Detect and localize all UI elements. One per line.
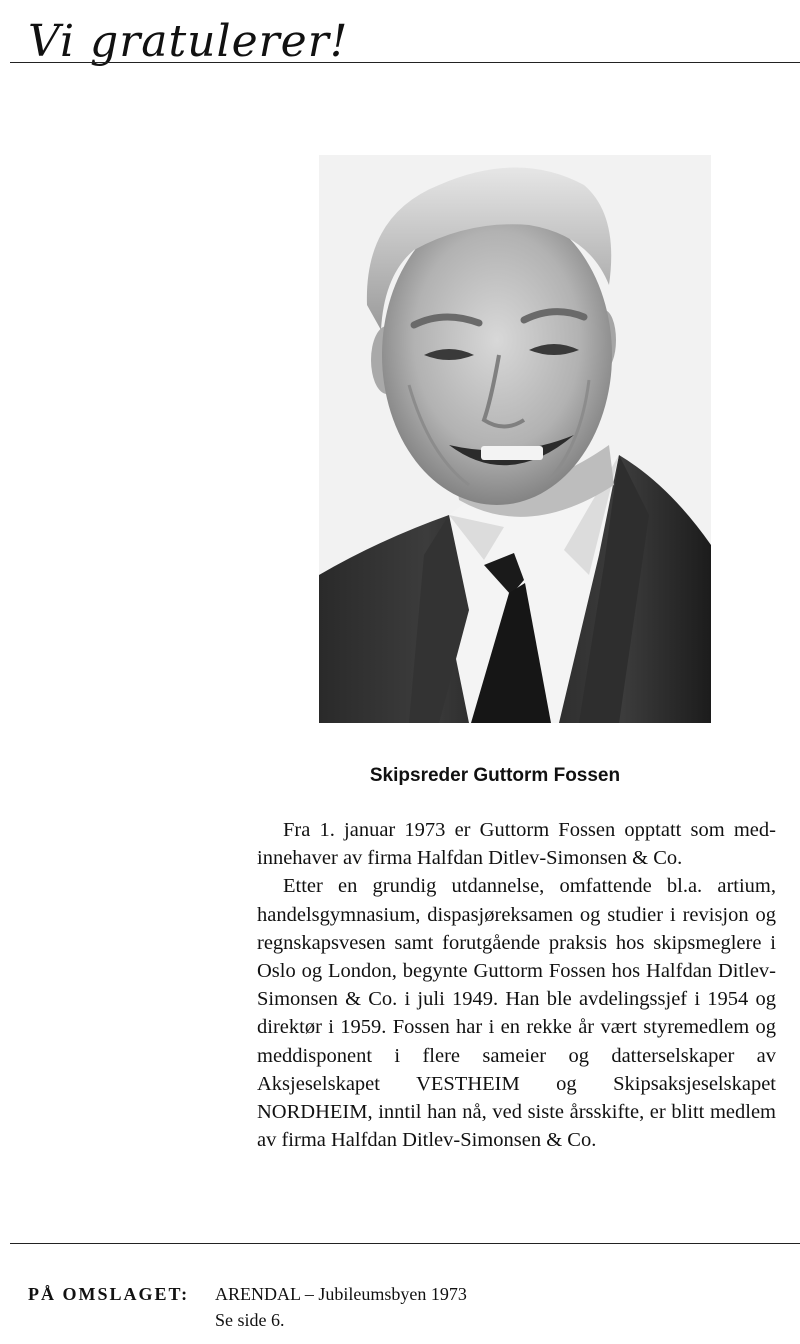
article-body — [257, 816, 776, 1154]
photo-caption: Skipsreder Guttorm Fossen — [369, 765, 621, 786]
cover-description — [215, 1281, 467, 1333]
page-heading: Vi gratulerer! — [28, 16, 349, 67]
article-paragraph: Etter en grundig utdannelse, omfattende bl.a. artium, handelsgymnasium, dispasjøreksamen og studier i revisjon og regnskapsvesen samt forutgående praksis hos skipsmeglere i Oslo og London, begynte Guttorm Fossen hos Halfdan Ditlev-Simonsen & Co. i juli 1949. Han ble avdelingssjef i 1954 og direktør i 1959. Fossen har i en rekke år vært styremedlem og meddisponent i flere sameier og datterselskaper av Aksjeselskapet VESTHEIM og Skipsaksjeselskapet NORDHEIM, inntil han nå, ved siste årsskifte, er blitt medlem av firma Halfdan Ditlev-Simonsen & Co. — [257, 875, 776, 1152]
top-divider — [10, 62, 800, 63]
bottom-divider — [10, 1243, 800, 1244]
cover-line-2: Se side 6. — [215, 1310, 285, 1330]
article-paragraph: Fra 1. januar 1973 er Guttorm Fossen opptatt som medinnehaver av firma Halfdan Ditlev-Simonsen & Co. — [257, 819, 776, 870]
cover-label: PÅ OMSLAGET: — [28, 1284, 190, 1304]
cover-line-1: ARENDAL – Jubileumsbyen 1973 — [215, 1284, 467, 1304]
portrait-photo — [319, 155, 711, 723]
